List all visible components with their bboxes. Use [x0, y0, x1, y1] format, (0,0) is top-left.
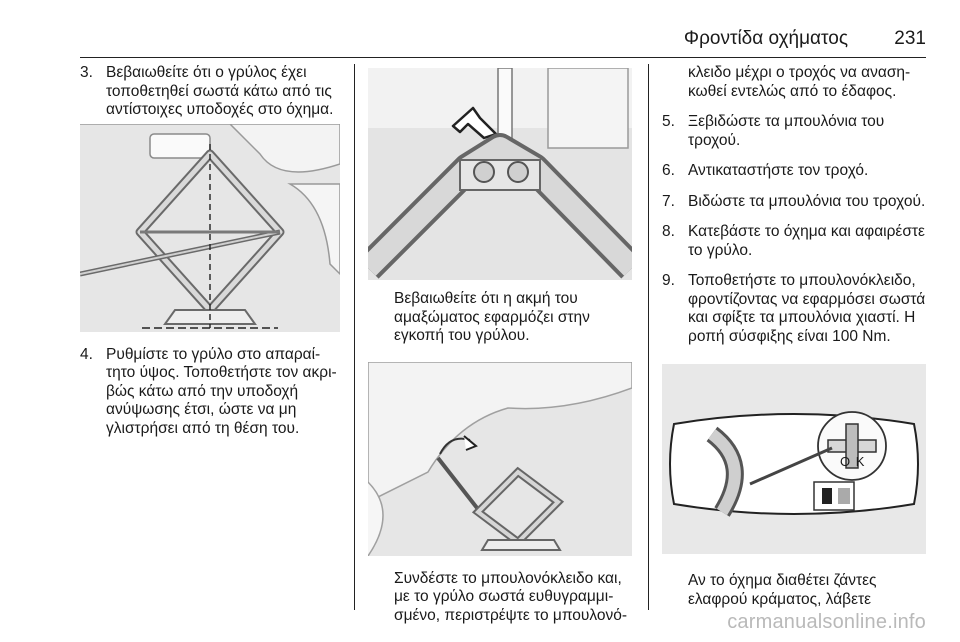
step-text: Κατεβάστε το όχημα και αφαιρέστε το γρύλο.	[688, 223, 925, 259]
step-number: 3.	[80, 64, 93, 81]
step-text: Ρυθμίστε το γρύλο στο απαραίτητο ύψος. Τοποθετήστε τον ακριβώς κάτω από την υποδοχή ανύψωσης έτσι, ώστε να μη γλιστρήσει από τη θέση του.	[106, 345, 337, 437]
step-text: Ξεβιδώστε τα μπουλόνια του τροχού.	[688, 113, 885, 149]
caption-notch: Βεβαιωθείτε ότι η ακμή του αμαξώματος εφαρμόζει στην εγκοπή του γρύλου.	[394, 290, 590, 344]
step-6	[662, 162, 928, 181]
step-9	[662, 272, 928, 346]
step-number: 8.	[662, 223, 675, 240]
step-text: Βεβαιωθείτε ότι ο γρύλος έχει τοποθετηθεί σωστά κάτω από τις αντίστοιχες υποδοχές στο όχημα.	[106, 64, 334, 118]
watermark: carmanualsonline.info	[727, 611, 926, 633]
step-number: 4.	[80, 345, 93, 363]
caption-crank: Συνδέστε το μπουλονόκλειδο και, με το γρύλο σωστά ευθυγραμμισμένο, περιστρέψτε το μπουλονό-	[394, 569, 628, 624]
step-number: 9.	[662, 272, 675, 289]
step-7	[662, 193, 928, 212]
step-number: 7.	[662, 192, 675, 210]
jack-notch-illustration	[368, 68, 632, 280]
jack-crank-illustration	[368, 362, 632, 556]
column-divider-2	[648, 64, 649, 610]
page-number: 231	[894, 28, 926, 49]
step-text: Βιδώστε τα μπουλόνια του τροχού.	[688, 192, 926, 210]
column-1	[80, 64, 340, 438]
step-number: 5.	[662, 113, 675, 130]
jack-placement-illustration	[80, 124, 340, 332]
step-text: Αντικαταστήστε τον τροχό.	[688, 162, 869, 179]
column-2	[368, 64, 634, 625]
step-3	[80, 64, 340, 120]
page-header	[80, 26, 926, 58]
step-5	[662, 113, 928, 150]
column-3	[662, 64, 928, 609]
step-4	[80, 346, 340, 439]
step-8	[662, 223, 928, 260]
step-number: 6.	[662, 162, 675, 179]
continued-text: κλειδο μέχρι ο τροχός να ανασηκωθεί εντελώς από το έδαφος.	[688, 64, 911, 100]
section-title: Φροντίδα οχήματος	[683, 28, 848, 49]
column-divider-1	[354, 64, 355, 610]
step-text: Τοποθετήστε το μπουλονόκλειδο, φροντίζοντας να εφαρμόσει σωστά και σφίξτε τα μπουλόνια χιαστί. Η ροπή σύσφιξης είναι 100 Nm.	[688, 272, 926, 345]
ok-label: O K	[840, 454, 866, 469]
alloy-wheels-text: Αν το όχημα διαθέτει ζάντες ελαφρού κράματος, λάβετε	[688, 572, 877, 608]
wrench-ok-illustration	[662, 364, 926, 554]
